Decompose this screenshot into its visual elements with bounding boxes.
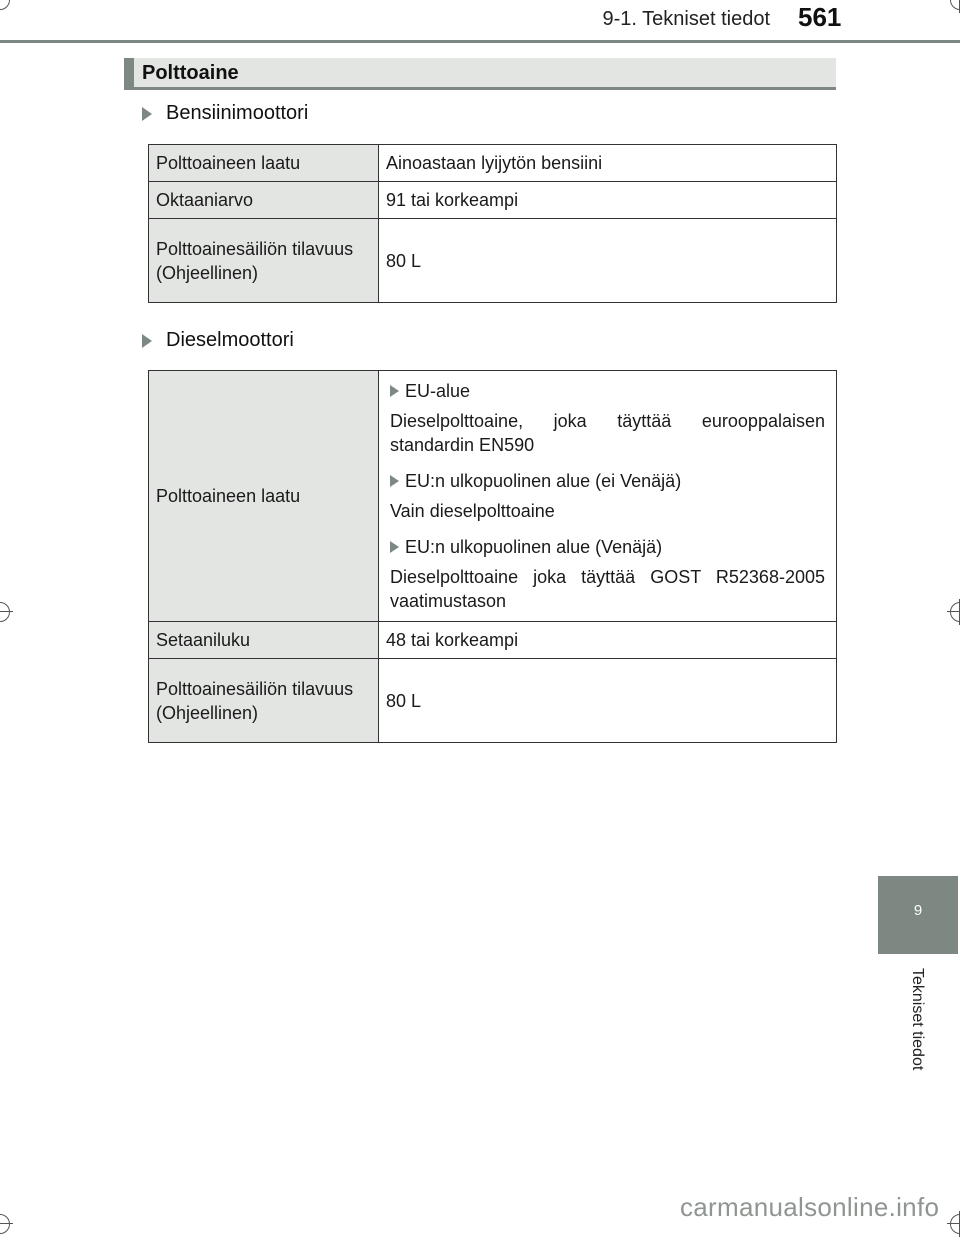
- section-heading-bar: [124, 58, 836, 90]
- spec-value: 91 tai korkeampi: [379, 182, 837, 219]
- petrol-spec-table: [148, 144, 837, 303]
- subheading-diesel-label: Dieselmoottori: [166, 329, 294, 351]
- region-description: Vain dieselpolttoaine: [390, 501, 555, 521]
- region-heading: [390, 469, 825, 493]
- spec-value: 80 L: [379, 659, 837, 743]
- table-row: [149, 622, 837, 659]
- spec-key: Polttoaineen laatu: [149, 145, 379, 182]
- running-header-section: 9-1. Tekniset tiedot: [602, 8, 770, 30]
- spec-key: Oktaaniarvo: [149, 182, 379, 219]
- region-title: EU:n ulkopuolinen alue (Venäjä): [405, 537, 663, 557]
- registration-mark-top-right: [947, 0, 960, 13]
- watermark: carmanualsonline.info: [680, 1192, 940, 1222]
- subheading-petrol-label: Bensiinimoottori: [166, 102, 309, 124]
- chapter-tab[interactable]: [878, 876, 958, 954]
- triangle-bullet-icon: [142, 107, 152, 121]
- spec-key: Polttoainesäiliön tilavuus (Ohjeellinen): [149, 659, 379, 743]
- table-row: [149, 182, 837, 219]
- spec-key: Polttoaineen laatu: [149, 371, 379, 622]
- registration-mark-top-left: [0, 0, 13, 13]
- triangle-bullet-icon: [390, 541, 399, 553]
- region-heading: [390, 535, 825, 559]
- header-rule: [0, 40, 960, 43]
- chapter-tab-number: 9: [913, 902, 923, 919]
- registration-mark-bottom-right: [947, 1211, 960, 1237]
- region-description: Dieselpolttoaine, joka täyttää eurooppalaisen standardin EN590: [390, 411, 825, 455]
- page-number: 561: [798, 2, 842, 32]
- subheading-diesel: [142, 329, 294, 352]
- table-row: [149, 659, 837, 743]
- fuel-quality-list: [386, 375, 829, 617]
- registration-mark-bottom-left: [0, 1211, 13, 1237]
- spec-key: Setaaniluku: [149, 622, 379, 659]
- region-description: Dieselpolttoaine joka täyttää GOST R52368-2005 vaatimustason: [390, 567, 825, 611]
- region-heading: [390, 379, 825, 403]
- region-title: EU:n ulkopuolinen alue (ei Venäjä): [405, 471, 682, 491]
- triangle-bullet-icon: [390, 475, 399, 487]
- spec-value: Ainoastaan lyijytön bensiini: [379, 145, 837, 182]
- spec-value: 48 tai korkeampi: [379, 622, 837, 659]
- region-title: EU-alue: [405, 381, 471, 401]
- spec-value: [379, 371, 837, 622]
- table-row: [149, 145, 837, 182]
- spec-key: Polttoainesäiliön tilavuus (Ohjeellinen): [149, 219, 379, 303]
- triangle-bullet-icon: [142, 334, 152, 348]
- chapter-tab-label: Tekniset tiedot: [909, 968, 926, 1071]
- subheading-petrol: [142, 102, 308, 125]
- section-title: Polttoaine: [142, 62, 239, 84]
- table-row: [149, 371, 837, 622]
- registration-mark-mid-right: [947, 599, 960, 625]
- triangle-bullet-icon: [390, 385, 399, 397]
- spec-value: 80 L: [379, 219, 837, 303]
- diesel-spec-table: [148, 370, 837, 743]
- registration-mark-mid-left: [0, 599, 13, 625]
- table-row: [149, 219, 837, 303]
